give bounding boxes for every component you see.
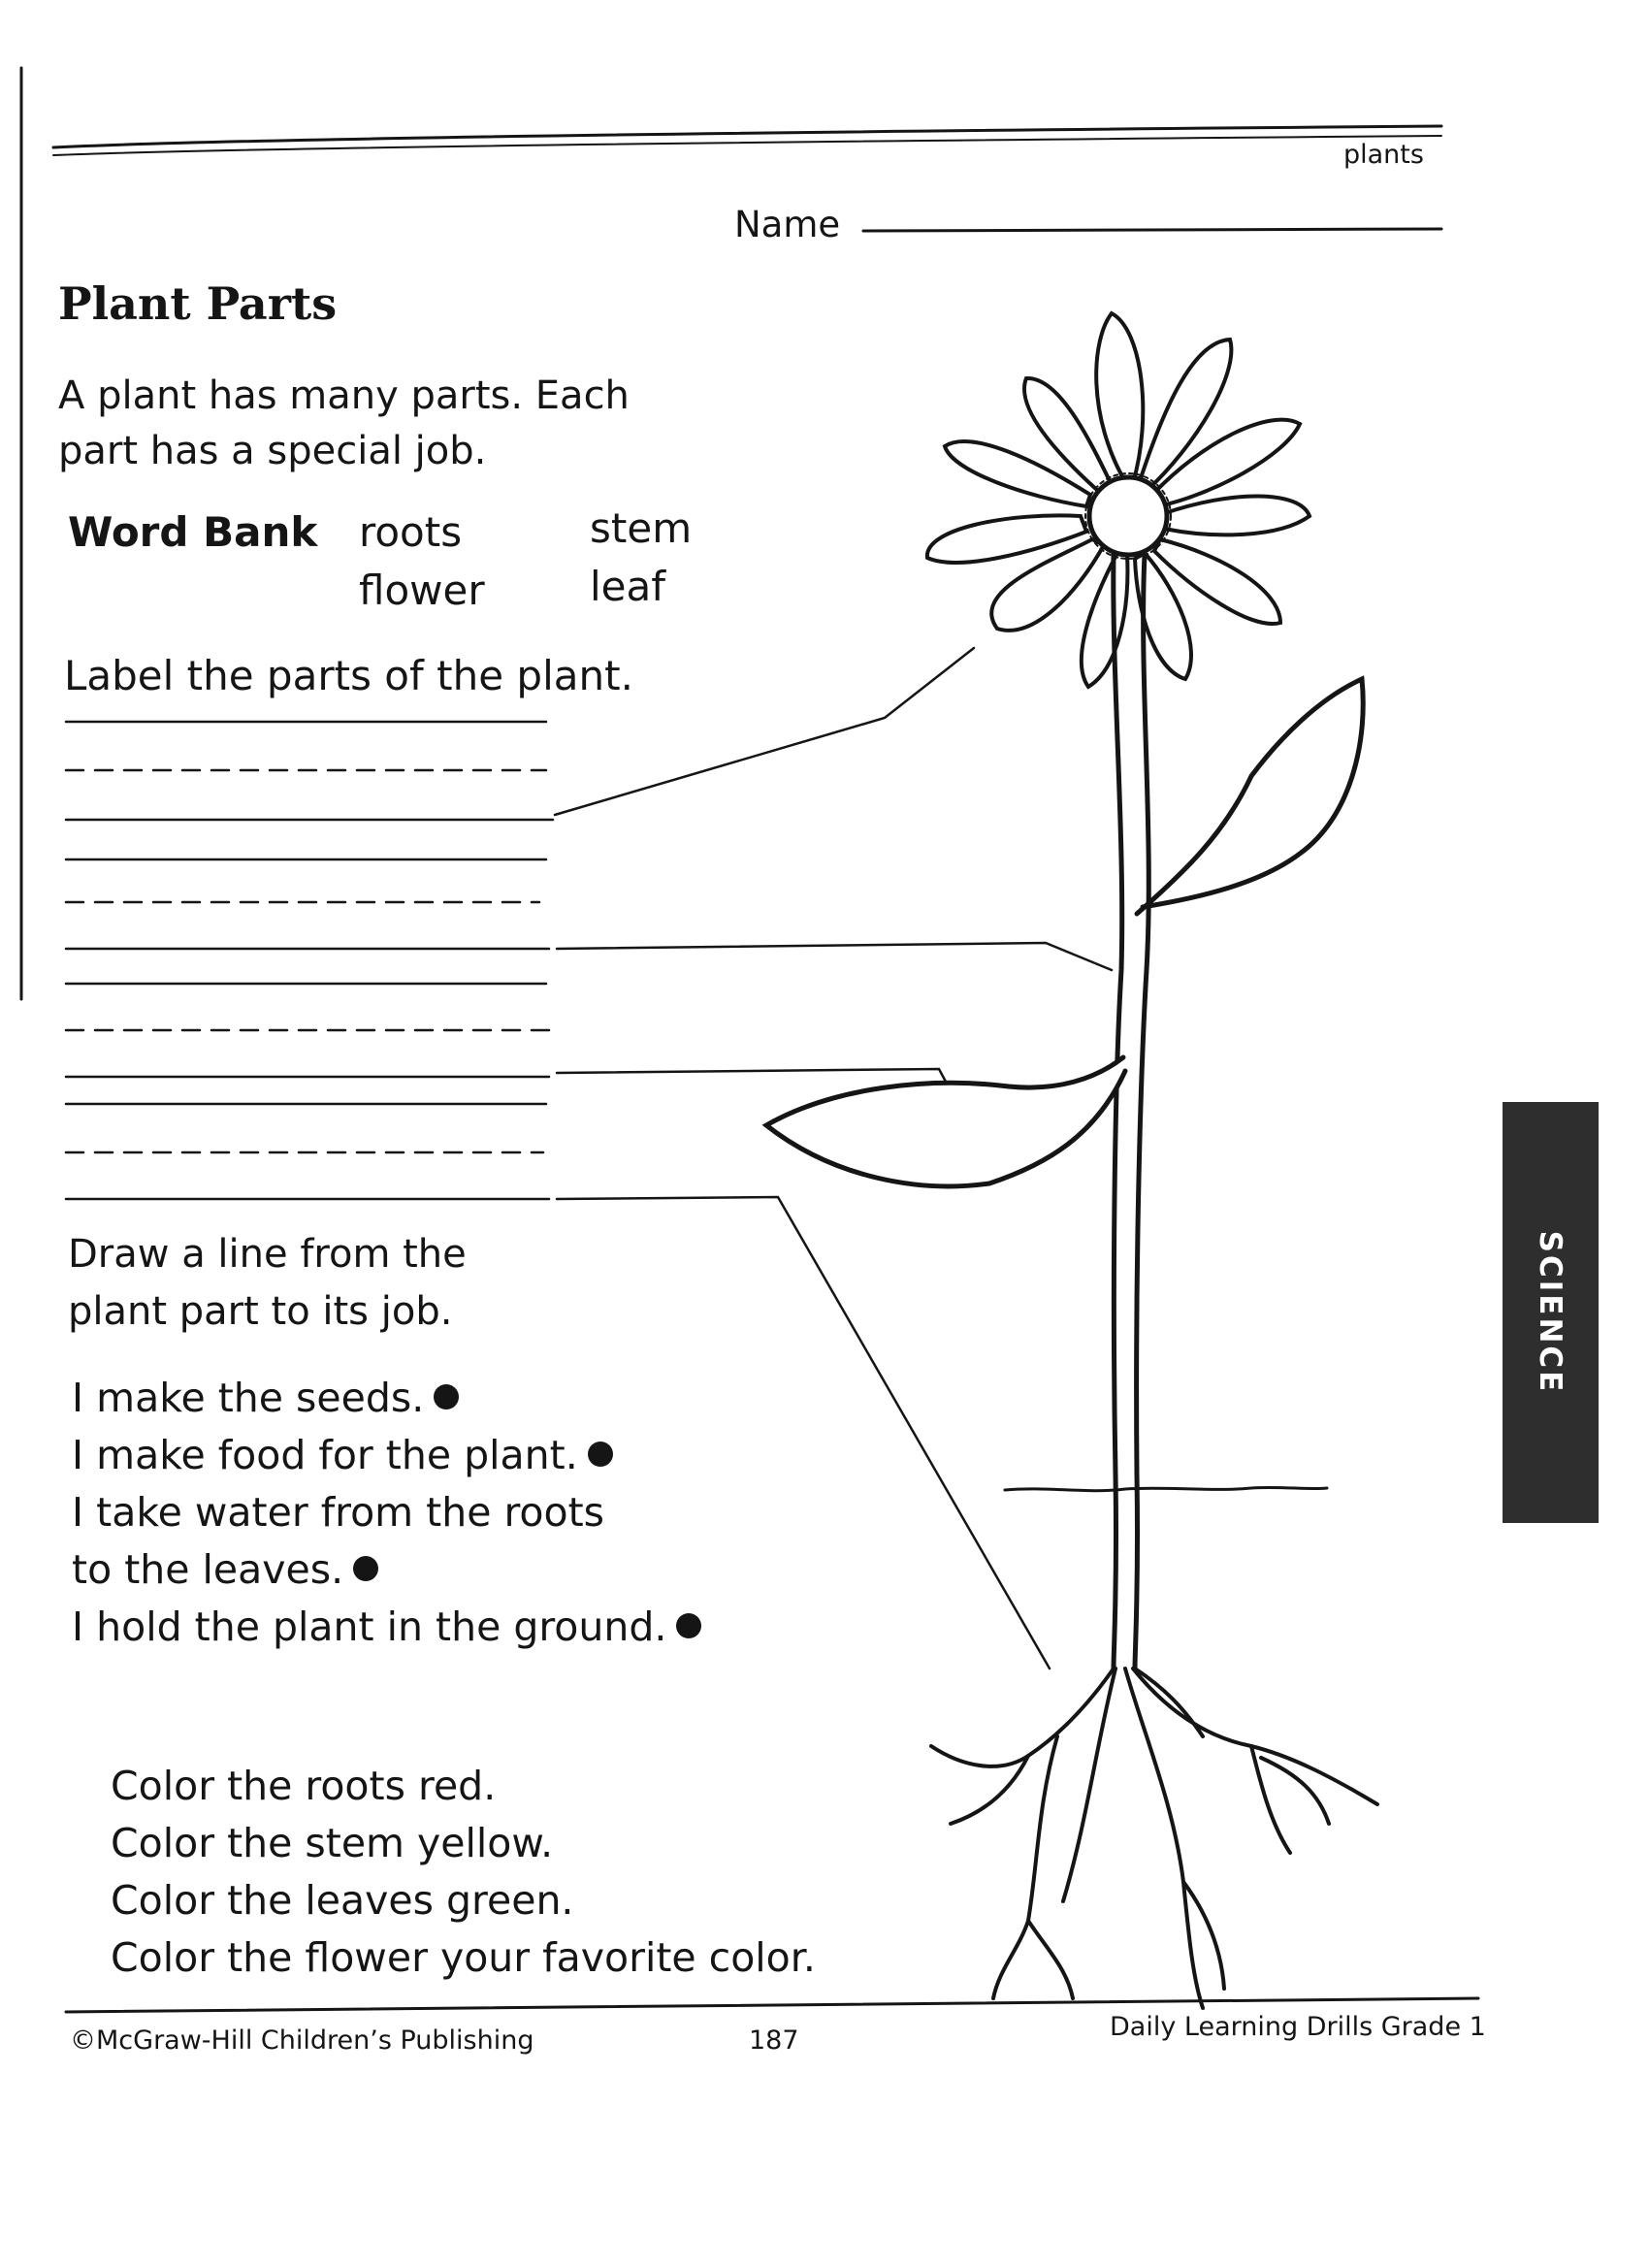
intro-line: part has a special job. [58,429,487,473]
job-text: to the leaves. [72,1546,344,1593]
word-bank-word: roots [359,508,463,556]
lower-leaf [766,1057,1125,1186]
label-answer-field-1[interactable] [66,718,553,825]
color-instruction: Color the roots red. [111,1763,497,1809]
name-label: Name [734,204,841,245]
footer-copyright: ©McGraw-Hill Children’s Publishing [70,2025,534,2056]
job-item [72,1541,701,1599]
color-instruction: Color the stem yellow. [111,1820,554,1866]
science-tab-label: SCIENCE [1533,1230,1568,1395]
job-item [72,1484,701,1541]
intro-line: A plant has many parts. Each [58,373,630,418]
job-text: I hold the plant in the ground. [72,1604,667,1650]
intro-text [58,369,630,479]
job-item [72,1370,701,1427]
color-instructions [111,1758,816,1987]
label-instruction: Label the parts of the plant. [64,652,633,699]
label-answer-field-4[interactable] [66,1100,553,1203]
flower-center [1089,477,1167,555]
job-text: I take water from the roots [72,1489,605,1536]
footer-rule [66,1998,1478,2012]
stem [1114,555,1148,1669]
job-dot[interactable] [434,1384,459,1409]
roots [931,1669,1377,2008]
color-instruction: Color the leaves green. [111,1877,574,1924]
word-bank-label: Word Bank [68,508,318,556]
job-dot[interactable] [353,1556,378,1581]
upper-leaf [1137,679,1363,914]
job-text: I make the seeds. [72,1375,425,1421]
label-answer-field-3[interactable] [66,980,553,1081]
footer-page-number: 187 [749,2025,799,2056]
draw-line-instruction [68,1226,467,1341]
instruction-line: plant part to its job. [68,1289,453,1334]
topic-label: plants [1343,140,1424,170]
job-list [72,1370,701,1656]
name-field[interactable] [863,200,1441,233]
instruction-line: Draw a line from the [68,1232,467,1277]
page-title: Plant Parts [58,277,338,330]
job-dot[interactable] [588,1442,613,1467]
job-item [72,1599,701,1656]
label-answer-field-2[interactable] [66,856,553,953]
word-bank-word: flower [359,567,485,614]
job-item [72,1427,701,1484]
ground-line [1005,1487,1327,1490]
job-text: I make food for the plant. [72,1432,578,1478]
color-instruction: Color the flower your favorite color. [111,1934,816,1981]
job-dot[interactable] [676,1613,701,1638]
word-bank-word: leaf [590,563,666,610]
word-bank-word: stem [590,504,693,552]
footer-book-title: Daily Learning Drills Grade 1 [1110,2012,1486,2042]
